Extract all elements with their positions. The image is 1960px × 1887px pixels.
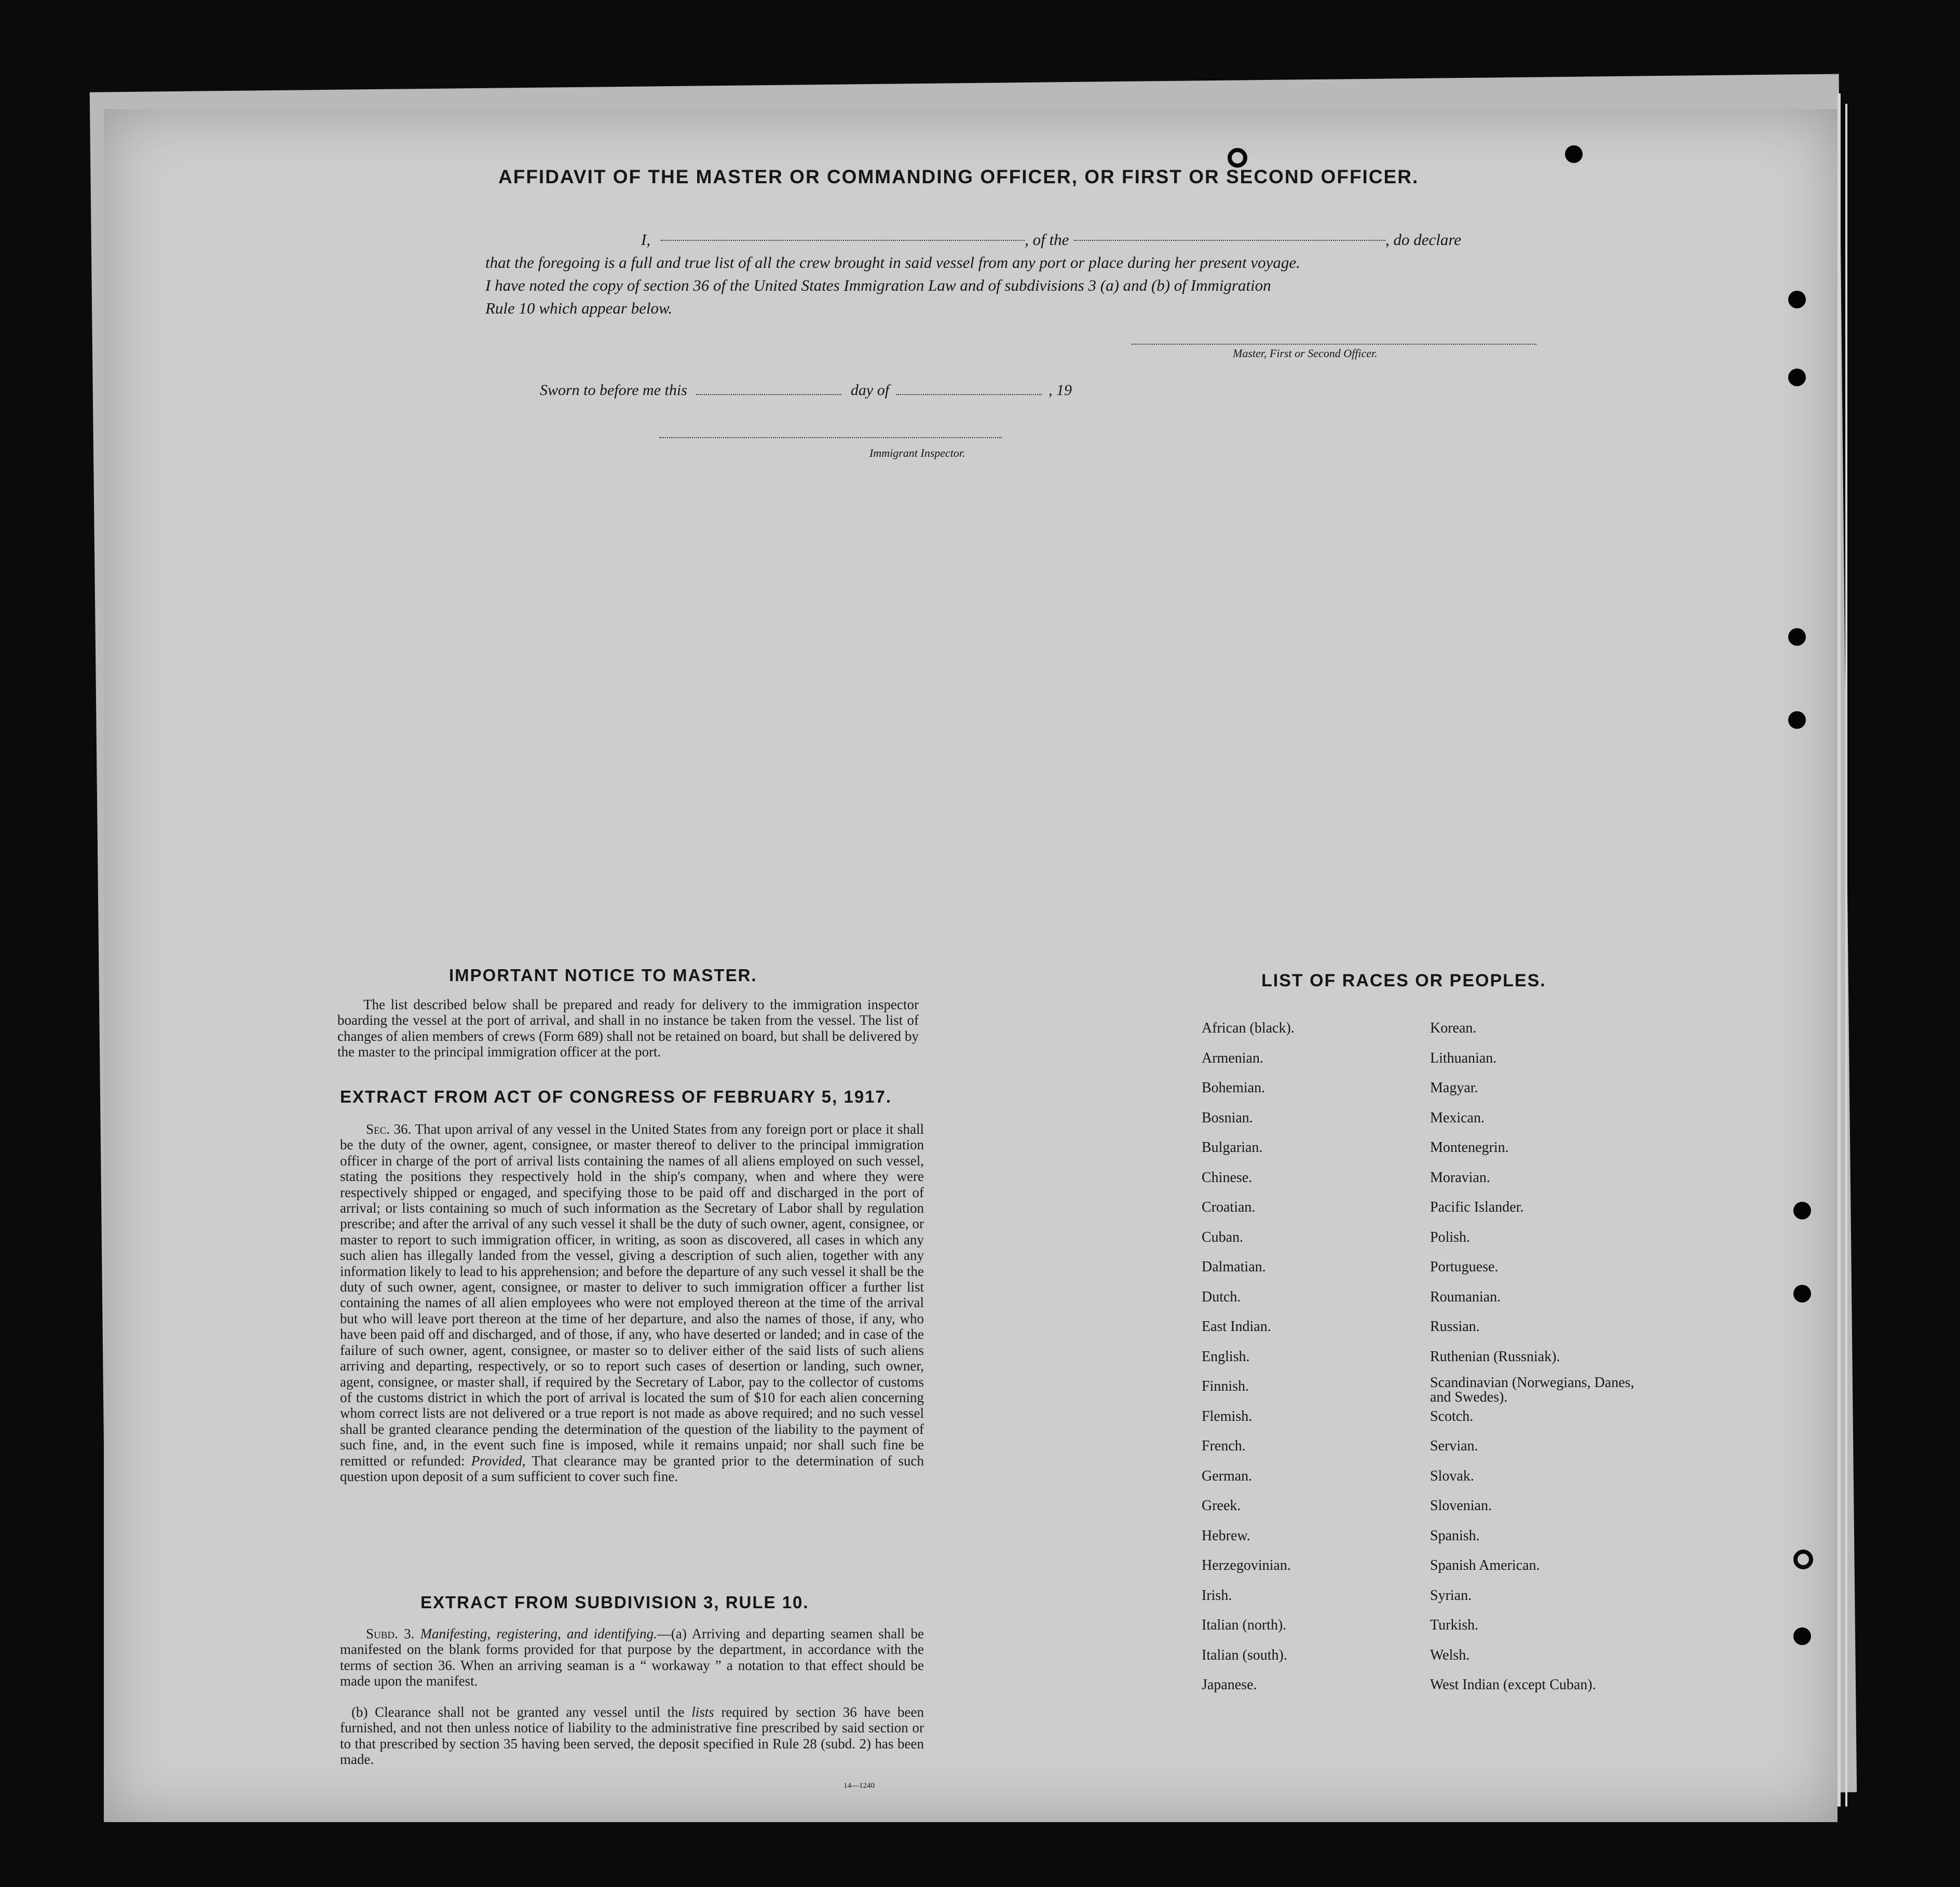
binding-hole — [1793, 1285, 1811, 1302]
race-item: Portuguese. — [1430, 1259, 1499, 1275]
race-item: Magyar. — [1430, 1080, 1478, 1096]
affidavit-line-4: Rule 10 which appear below. — [485, 299, 673, 317]
vessel-blank[interactable] — [1074, 228, 1385, 241]
race-item: Spanish. — [1430, 1527, 1480, 1544]
binding-hole — [1788, 291, 1806, 308]
race-item: Moravian. — [1430, 1169, 1490, 1186]
races-right-column — [1430, 1013, 1653, 1700]
race-item: Greek. — [1202, 1498, 1241, 1514]
race-item: Ruthenian (Russniak). — [1430, 1348, 1560, 1365]
form-number: 14—1240 — [843, 1782, 875, 1790]
sworn-day-blank[interactable] — [696, 383, 841, 395]
race-item: East Indian. — [1202, 1319, 1271, 1335]
race-item: Korean. — [1430, 1020, 1477, 1036]
race-item: Russian. — [1430, 1319, 1480, 1335]
affidavit-line-2: that the foregoing is a full and true list of all the crew brought in said vessel from any port or place during her present voyage. — [485, 253, 1300, 271]
sworn-year: , 19 — [1049, 382, 1072, 399]
act-section-36-text — [340, 1121, 924, 1484]
sworn-text: Sworn to before me this — [540, 382, 687, 399]
race-item: Slovenian. — [1430, 1498, 1492, 1514]
sheet-edge — [1845, 104, 1847, 1807]
binding-hole — [1788, 369, 1806, 386]
subd-b-end: required by section 36 have been furnished, and not then unless notice of liability to the administrative fine prescribed by said section or to that prescribed by section 35 having been served, the deposit specified in Rule 28 (subd. 2) has been made. — [340, 1704, 924, 1768]
binding-hole — [1788, 628, 1806, 646]
signature-blank[interactable] — [1132, 332, 1536, 345]
notice-title: IMPORTANT NOTICE TO MASTER. — [449, 966, 757, 985]
race-item: African (black). — [1202, 1020, 1295, 1036]
binding-hole — [1788, 711, 1806, 729]
race-item: Herzegovinian. — [1202, 1557, 1291, 1573]
race-item: Bulgarian. — [1202, 1139, 1263, 1156]
subd-b-lists: lists — [691, 1704, 714, 1720]
affidavit-line-3: I have noted the copy of section 36 of the United States Immigration Law and of subdivisions 3 (a) and (b) of Immigration — [485, 276, 1271, 294]
race-item: Italian (south). — [1202, 1647, 1287, 1663]
binding-hole — [1793, 1627, 1811, 1645]
inspector-signature-blank[interactable] — [659, 426, 1002, 438]
race-item: Chinese. — [1202, 1169, 1253, 1186]
races-left-column — [1202, 1013, 1295, 1700]
race-item: Dalmatian. — [1202, 1259, 1266, 1275]
act-title: EXTRACT FROM ACT OF CONGRESS OF FEBRUARY 5, 1917. — [340, 1087, 892, 1106]
races-title: LIST OF RACES OR PEOPLES. — [1261, 971, 1546, 990]
race-item: Croatian. — [1202, 1199, 1256, 1215]
sworn-line — [540, 382, 1072, 399]
rule-subdivision-a — [340, 1626, 924, 1689]
name-blank[interactable] — [661, 228, 1025, 241]
notice-text: The list described below shall be prepared and ready for delivery to the immigration inspector boarding the vessel at the port of arrival, and shall in no instance be taken from the vessel. The list of changes of alien members of crews (Form 689) shall not be retained on board, but shall be delivered by the master to the principal immigration officer at the port. — [337, 997, 919, 1060]
affidavit-of-the: , of the — [1025, 230, 1069, 249]
race-item: Spanish American. — [1430, 1557, 1540, 1573]
race-item: Dutch. — [1202, 1288, 1241, 1305]
binding-hole — [1793, 1202, 1811, 1219]
race-item: Roumanian. — [1430, 1288, 1501, 1305]
race-item: Irish. — [1202, 1587, 1232, 1604]
race-item: Syrian. — [1430, 1587, 1472, 1604]
rule-title: EXTRACT FROM SUBDIVISION 3, RULE 10. — [420, 1593, 809, 1612]
race-item: Servian. — [1430, 1438, 1478, 1454]
race-item: Cuban. — [1202, 1229, 1244, 1245]
race-item: Montenegrin. — [1430, 1139, 1509, 1156]
subd-b-start: (b) Clearance shall not be granted any vessel until the — [351, 1704, 685, 1720]
binding-hole — [1793, 1550, 1813, 1569]
document-page — [104, 109, 1837, 1822]
race-item: Hebrew. — [1202, 1527, 1250, 1544]
affidavit-i: I, — [641, 230, 651, 249]
provided-word: Provided, — [471, 1452, 526, 1469]
section-body-end: That clearance may be granted prior to the determination of such question upon deposit of a sum sufficient to cover such fine. — [340, 1452, 924, 1484]
bleed-through-column — [166, 472, 187, 1303]
race-item: Italian (north). — [1202, 1617, 1287, 1633]
race-item: Pacific Islander. — [1430, 1199, 1524, 1215]
race-item: Bohemian. — [1202, 1080, 1265, 1096]
race-item: Japanese. — [1202, 1677, 1257, 1693]
subd-heading: Manifesting, registering, and identifying. — [420, 1626, 657, 1641]
race-item: Armenian. — [1202, 1050, 1263, 1066]
sworn-day-of: day of — [850, 382, 890, 399]
section-label: Sec. 36. — [366, 1121, 412, 1137]
race-item: Finnish. — [1202, 1378, 1249, 1394]
race-item: West Indian (except Cuban). — [1430, 1677, 1596, 1693]
race-item: Slovak. — [1430, 1468, 1474, 1484]
binding-hole — [1565, 145, 1583, 163]
race-item: Mexican. — [1430, 1109, 1485, 1126]
subd-a-text: —(a) Arriving and departing seamen shall be manifested on the blank forms provided for that purpose by the department, in accordance with the terms of section 36. When an arriving seaman is a “ workaway ” a notation to that effect should be made upon the manifest. — [340, 1626, 924, 1689]
race-item: Bosnian. — [1202, 1109, 1253, 1126]
race-item: Scandinavian (Norwegians, Danes, and Swedes). — [1430, 1375, 1635, 1405]
race-item: Flemish. — [1202, 1408, 1253, 1424]
sworn-month-blank[interactable] — [896, 383, 1042, 395]
section-body: That upon arrival of any vessel in the United States from any foreign port or place it shall be the duty of the owner, agent, consignee, or master thereof to deliver to the principal immigration officer in charge of the port of arrival lists containing the names of all aliens employed on such vessel, stating the positions they respectively hold in the ship's company, when and where they were respectively shipped or engaged, and specifying those to be paid off and discharged in the port of arrival; or lists containing so much of such information as the Secretary of Labor shall by regulation prescribe; and after the arrival of any such vessel it shall be the duty of such owner, agent, consignee, or master to report to such immigration officer, in writing, as soon as discovered, all cases in which any such alien has illegally landed from the vessel, giving a description of such alien, together with any information likely to lead to his apprehension; and before the departure of any such vessel it shall be the duty of such owner, agent, consignee, or master to deliver to such immigration officer a further list containing the names of all alien employees who were not employed thereon at the time of the arrival but who will leave port thereon at the time of her departure, and also the names of those, if any, who have been paid off and discharged, and of those, if any, who have deserted or landed; and in case of the failure of such owner, agent, consignee, or master so to deliver either of the said lists of such aliens arriving and departing, respectively, or so to report such cases of desertion or landing, such owner, agent, consignee, or master shall, if required by the Secretary of Labor, pay to the collector of customs of the customs district in which the port of arrival is located the sum of $10 for each alien concerning whom correct lists are not delivered or a true report is not made as above required; and no such vessel shall be granted clearance pending the determination of the question of the liability to the payment of such fine, and, in the event such fine is imposed, while it remains unpaid; nor shall such fine be remitted or refunded: — [340, 1121, 924, 1469]
affidavit-line-1 — [485, 228, 1461, 251]
race-item: English. — [1202, 1348, 1250, 1365]
race-item: Welsh. — [1430, 1647, 1470, 1663]
affidavit-title: AFFIDAVIT OF THE MASTER OR COMMANDING OFFICER, OR FIRST OR SECOND OFFICER. — [498, 166, 1419, 187]
affidavit-declaration — [485, 228, 1461, 320]
race-item: Lithuanian. — [1430, 1050, 1497, 1066]
race-item: Turkish. — [1430, 1617, 1479, 1633]
sheet-edge — [1837, 93, 1841, 1807]
race-item: Scotch. — [1430, 1408, 1474, 1424]
race-item: German. — [1202, 1468, 1253, 1484]
race-item: Polish. — [1430, 1229, 1471, 1245]
binding-hole — [1228, 148, 1247, 168]
subd-label: Subd. 3. — [366, 1626, 415, 1641]
rule-subdivision-b — [340, 1704, 924, 1768]
race-item: French. — [1202, 1438, 1246, 1454]
inspector-label: Immigrant Inspector. — [869, 446, 965, 459]
affidavit-declare: , do declare — [1385, 230, 1461, 249]
signature-label: Master, First or Second Officer. — [1233, 347, 1378, 360]
